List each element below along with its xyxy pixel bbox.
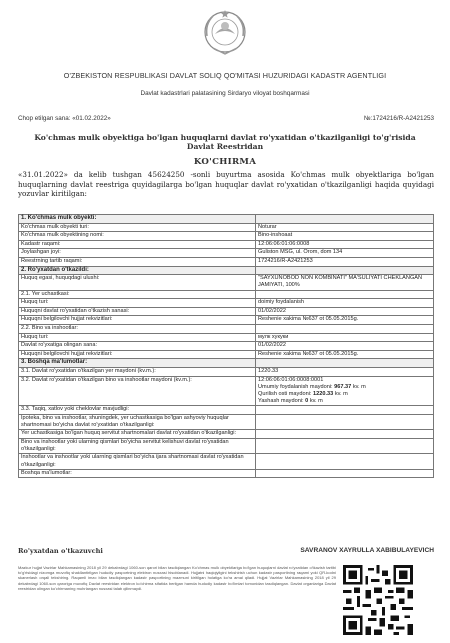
table-row: [19, 430, 434, 439]
section-row: [19, 359, 434, 368]
row-value: [256, 290, 434, 299]
row-value: "SAYXUNOBOD NON KOMBINATI" MA'SULIYATI CHEKLANGAN JAMIYATI, 100%: [256, 275, 434, 290]
row-label: Joylashgan joyi:: [19, 249, 256, 258]
row-value: [256, 414, 434, 429]
row-label: Huquqni belgilovchi hujjat rekvizitlari:: [19, 316, 256, 325]
intro-paragraph: «31.01.2022» da kelib tushgan 45624250 -sonli buyurtma asosida Ko'chmas mulk obyektlariga bo'lgan huquqlarning davlat reestriga quyidagilarga bo'lgan huquqlar davlat ro'yxatidan o'tkazilganligi haqida quyidagi yozuvlar kiritilgan:: [18, 170, 434, 199]
state-emblem-icon: [201, 8, 249, 58]
table-row: [19, 316, 434, 325]
value-line: Yashash maydoni: 0 kv. m: [258, 398, 323, 405]
registry-table: [18, 214, 434, 478]
row-value: [256, 376, 434, 406]
table-row: [19, 414, 434, 429]
table-row: [19, 324, 434, 333]
table-row: [19, 232, 434, 241]
row-label: Reestrning tartib raqami:: [19, 257, 256, 266]
row-label: Inshootlar va inshootlar yoki ularning qismlari bo'yicha ijara shartnomasi davlat ro'yxatidan o'tkazilganligi:: [19, 454, 256, 469]
row-label: Huquqni belgilovchi hujjat rekvizitlari:: [19, 350, 256, 359]
row-label: Kadastr raqami:: [19, 240, 256, 249]
row-value: 1724216/R-A2421253: [256, 257, 434, 266]
row-value: 12:06:06:01:06:0008: [256, 240, 434, 249]
row-label: 2.2. Bino va inshootlar:: [19, 324, 256, 333]
branch-name: Davlat kadastrlari palatasining Sirdaryo viloyat boshqarmasi: [140, 90, 310, 97]
table-row: [19, 257, 434, 266]
row-value: Guliston MSG, ul. Orom, dom 134: [256, 249, 434, 258]
row-label: 2.1. Yer uchastkasi:: [19, 290, 256, 299]
document-type: KO'CHIRMA: [193, 157, 257, 167]
row-label: 3.1. Davlat ro'yxatidan o'tkazilgan yer maydoni (kv.m.):: [19, 367, 256, 376]
meta-row: [18, 115, 434, 122]
document-title: Ko'chmas mulk obyektiga bo'lgan huquqlarni davlat ro'yxatidan o'tkazilganligi to'g'risida Davlat Reestridan: [34, 133, 416, 151]
row-label: 1. Ko'chmas mulk obyekti:: [19, 215, 256, 224]
table-row: [19, 406, 434, 415]
row-value: 1220.33: [256, 367, 434, 376]
footnote-text: Mazkur hujjat Vazirlar Mahkamasining 2018 yil 29 dekabrdagi 1060-son qarori bilan tasdiqlangan Ko'chmas mulk obyektlariga bo'lgan huquqlarni davlat ro'yxatidan o'tkazish tartibi to'g'risidagi nizomga muvofiq shakllantirilgan hududiy pasportning elektron nusxasi hisoblanadi. Hujjatni haqiqiyligini tekshirish uchun kadastr pasportining raqami yoki QR-kodni skanerlash orqali tekshiring. Raqamli imzo bilan tasdiqlangan kadastr pasportining mazmuni kiritilgan holatiga ko'ra amal qiladi. Hujjat Vazirlar Mahkamasining 2018 yil 29 dekabrdagi 1060-son qaroriga muvofiq Davlat reestridan elektron ko'chirma sifatida berilgan hamda hududiy kadastr bo'limlari tomonidan tasdiqlangan. Davlat organlariga Davlat reestridan olingan ko'chirmaning muhrlangan nusxasi talab qilinmaydi.: [18, 565, 336, 591]
row-value: [256, 359, 434, 368]
row-label: Huquq turi:: [19, 333, 256, 342]
row-value: doimiy foydalanish: [256, 299, 434, 308]
value-line: Umumiy foydalanish maydoni: 967.37 kv. m: [258, 383, 366, 390]
table-row: [19, 290, 434, 299]
signer-name: SAVRANOV XAYRULLA XABIBULAYEVICH: [300, 547, 434, 554]
row-label: Huquqni davlat ro'yxatidan o'tkazish sanasi:: [19, 307, 256, 316]
row-label: Huquq egasi, huquqdagi ulushi:: [19, 275, 256, 290]
row-value: Noturar: [256, 223, 434, 232]
section-row: [19, 266, 434, 275]
table-row: [19, 275, 434, 290]
signer-role: Ro'yxatdan o'tkazuvchi: [18, 547, 103, 555]
table-row: [19, 469, 434, 478]
row-label: Ko'chmas mulk obyekti turi:: [19, 223, 256, 232]
row-value: [256, 215, 434, 224]
table-row: [19, 454, 434, 469]
row-value: мулк хукуки: [256, 333, 434, 342]
value-line: 12:06:06:01:06:0008:0001: [258, 376, 324, 383]
row-label: 3.2. Davlat ro'yxatidan o'tkazilgan bino va inshootlar maydoni (kv.m.):: [19, 376, 256, 406]
agency-name: O'ZBEKISTON RESPUBLIKASI DAVLAT SOLIQ QO'MITASI HUZURIDAGI KADASTR AGENTLIGI: [63, 71, 387, 80]
row-value: [256, 266, 434, 275]
print-date: Chop etilgan sana: «01.02.2022»: [18, 115, 111, 122]
row-value: [256, 438, 434, 453]
row-value: [256, 430, 434, 439]
row-label: Ipoteka, bino va inshootlar, shuningdek, yer uchastkasiga bo'lgan ashyoviy huquqlar shartnomasi bo'yicha davlat ro'yxatidan o'tkazilganligi:: [19, 414, 256, 429]
table-row: [19, 299, 434, 308]
table-row: [19, 367, 434, 376]
row-value: [256, 324, 434, 333]
row-value: Reshenie xakima №637 ot 05.05.2015g.: [256, 350, 434, 359]
table-row: [19, 333, 434, 342]
table-row: [19, 249, 434, 258]
row-value: Bino-inshoaat: [256, 232, 434, 241]
row-value: 01/02/2022: [256, 307, 434, 316]
row-label: Yer uchastkasiga bo'lgan huquq servitut shartnomalari davlat ro'yxatidan o'tkazilganligi:: [19, 430, 256, 439]
row-label: 2. Ro'yxatdan o'tkazildi:: [19, 266, 256, 275]
row-value: [256, 406, 434, 415]
row-label: Bino va inshootlar yoki ularning qismlari bo'yicha servitut kelishuvi davlat ro'yxatidan o'tkazilganligi:: [19, 438, 256, 453]
row-value: [256, 469, 434, 478]
table-row: [19, 376, 434, 406]
row-label: 3. Boshqa ma'lumotlar:: [19, 359, 256, 368]
document-number: №:1724216/R-A2421253: [363, 115, 434, 122]
row-label: Ko'chmas mulk obyektining nomi:: [19, 232, 256, 241]
table-row: [19, 240, 434, 249]
row-value: Reshenie xakima №637 ot 05.05.2015g.: [256, 316, 434, 325]
value-line: Qurilish osti maydoni: 1220.33 kv. m: [258, 390, 348, 397]
row-label: 3.3. Taqiq, xatlov yoki cheklovlar mavjudligi:: [19, 406, 256, 415]
row-value: [256, 454, 434, 469]
qr-code-icon[interactable]: [343, 565, 413, 635]
row-label: Davlat ro'yxatiga olingan sana:: [19, 342, 256, 351]
table-row: [19, 223, 434, 232]
section-row: [19, 215, 434, 224]
row-value: 01/02/2022: [256, 342, 434, 351]
row-label: Huquq turi:: [19, 299, 256, 308]
table-row: [19, 350, 434, 359]
table-row: [19, 307, 434, 316]
table-row: [19, 438, 434, 453]
row-label: Boshqa ma'lumotlar:: [19, 469, 256, 478]
table-row: [19, 342, 434, 351]
